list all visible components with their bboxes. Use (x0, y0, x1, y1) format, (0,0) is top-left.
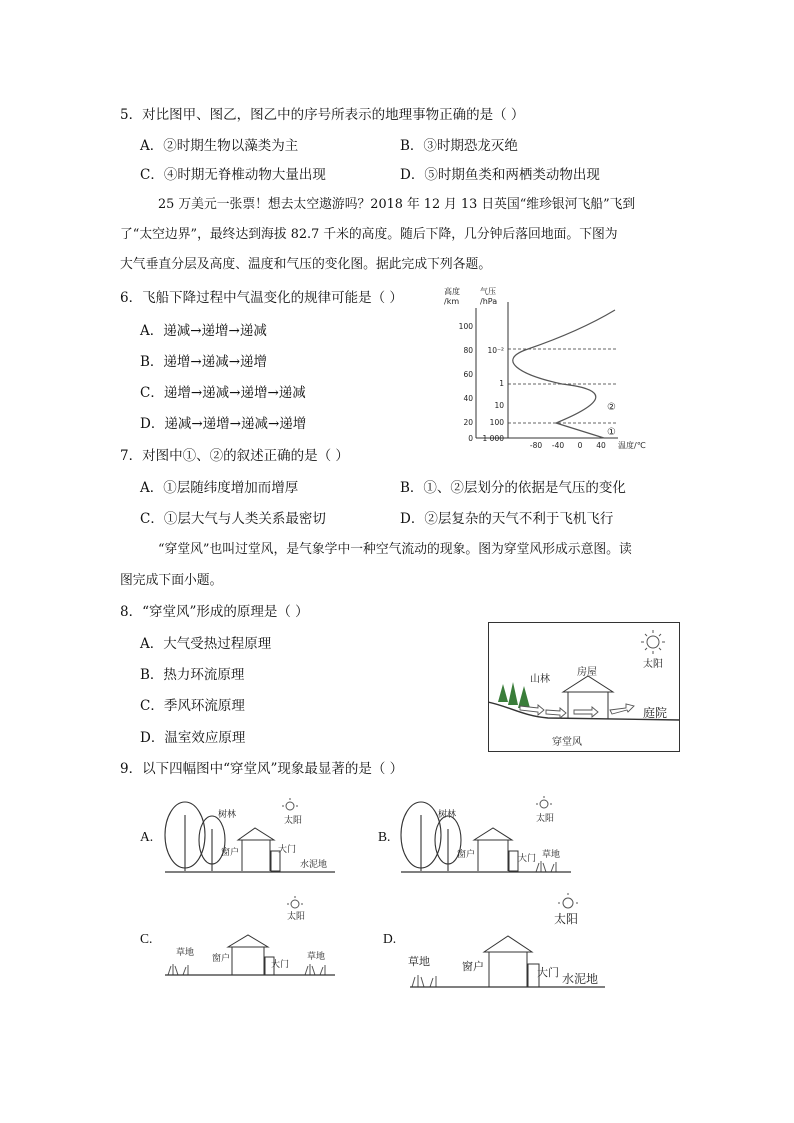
grass-icon (305, 964, 325, 975)
grass-icon (536, 861, 556, 872)
q7-option-d[interactable]: D．②层复杂的天气不利于飞机飞行 (400, 511, 614, 527)
pressure-tick: 1 (499, 379, 504, 388)
alt-tick: 40 (463, 394, 473, 403)
q6-option-b[interactable]: B．递增→递减→递增 (140, 354, 268, 370)
passage1-line1: 25 万美元一张票！想去太空遨游吗？2018 年 12 月 13 日英国“维珍银河飞船”飞到 (158, 197, 636, 212)
temp-tick: 0 (577, 441, 583, 450)
alt-tick: 0 (468, 434, 473, 443)
q8-option-b[interactable]: B．热力环流原理 (140, 667, 245, 683)
right-ground-label: 水泥地 (562, 972, 599, 986)
q5-option-d[interactable]: D．⑤时期鱼类和两栖类动物出现 (400, 167, 600, 183)
sun-label: 太阳 (554, 912, 579, 926)
sun-label: 太阳 (284, 816, 303, 826)
q5-option-a[interactable]: A．②时期生物以藻类为主 (140, 138, 299, 154)
q8-stem: 8．“穿堂风”形成的原理是（ ） (120, 604, 309, 620)
door-label: 大门 (278, 845, 297, 855)
sun-label: 太阳 (287, 912, 306, 922)
trees-icon (165, 802, 225, 871)
alt-col-unit: /km (444, 297, 460, 306)
left-ground-label: 草地 (176, 948, 195, 958)
grass-icon (168, 964, 188, 975)
window-label: 窗户 (457, 850, 476, 860)
yard-label: 庭院 (643, 706, 668, 720)
alt-tick: 80 (463, 346, 473, 355)
q9-option-d-picture[interactable] (400, 890, 615, 990)
pressure-tick: 1 000 (482, 434, 504, 443)
temp-axis-label: 温度/℃ (618, 441, 646, 450)
q6-option-a[interactable]: A．递减→递增→递减 (140, 323, 267, 339)
alt-tick: 20 (463, 418, 473, 427)
pressure-tick: 10 (494, 401, 504, 410)
q7-stem: 7．对图中①、②的叙述正确的是（ ） (120, 448, 349, 464)
house-icon (238, 828, 280, 871)
diagram-frame (489, 623, 680, 752)
grass-icon (412, 975, 436, 987)
q8-option-c[interactable]: C．季风环流原理 (140, 698, 245, 714)
house-icon (484, 936, 539, 987)
window-label: 窗户 (212, 954, 231, 964)
q5-option-b[interactable]: B．③时期恐龙灭绝 (400, 138, 518, 154)
wind-label: 穿堂风 (552, 737, 582, 748)
door-label: 大门 (518, 854, 537, 864)
q9-option-a-picture[interactable] (160, 795, 345, 875)
pressure-tick: 10⁻² (487, 346, 504, 355)
q7-option-a[interactable]: A．①层随纬度增加而增厚 (140, 480, 299, 496)
trees-label: 树林 (438, 810, 457, 820)
window-label: 窗户 (221, 848, 240, 858)
left-ground-label: 草地 (408, 955, 430, 968)
q6-option-d[interactable]: D．递减→递增→递减→递增 (140, 416, 307, 432)
q7-option-c[interactable]: C．①层大气与人类关系最密切 (140, 511, 326, 527)
q9-option-c-letter[interactable]: C. (140, 931, 153, 946)
q8-option-d[interactable]: D．温室效应原理 (140, 730, 246, 746)
temp-tick: 40 (596, 441, 606, 450)
q9-option-a-letter[interactable]: A. (140, 829, 154, 844)
passage2-line1: “穿堂风”也叫过堂风，是气象学中一种空气流动的现象。图为穿堂风形成示意图。读 (158, 542, 632, 557)
q9-option-b-letter[interactable]: B. (378, 829, 391, 844)
trees-label: 树林 (218, 810, 237, 820)
pre-col-unit: /hPa (480, 297, 498, 306)
pre-col-title: 气压 (480, 287, 496, 296)
layer-label-1: ① (607, 427, 616, 438)
sun-icon (558, 893, 578, 908)
temp-tick: -80 (529, 441, 543, 450)
door-label: 大门 (271, 960, 290, 970)
alt-col-title: 高度 (444, 287, 460, 296)
layer-label-2: ② (607, 402, 616, 413)
q9-option-b-picture[interactable] (396, 795, 581, 875)
alt-tick: 60 (463, 370, 473, 379)
right-ground-label: 草地 (307, 952, 326, 962)
passage1-line3: 大气垂直分层及高度、温度和气压的变化图。据此完成下列各题。 (120, 257, 492, 272)
q9-stem: 9．以下四幅图中“穿堂风”现象最显著的是（ ） (120, 761, 404, 777)
q6-stem: 6．飞船下降过程中气温变化的规律可能是（ ） (120, 290, 403, 306)
sun-label: 太阳 (536, 814, 555, 824)
temperature-curve (513, 310, 615, 438)
door-label: 大门 (537, 966, 559, 979)
q5-stem: 5．对比图甲、图乙，图乙中的序号所表示的地理事物正确的是（ ） (120, 107, 525, 123)
sun-icon (536, 796, 552, 808)
wind-diagram (488, 622, 680, 752)
forest-label: 山林 (530, 674, 550, 685)
house-icon (474, 828, 518, 871)
sun-label: 太阳 (643, 659, 663, 670)
sun-icon (282, 798, 298, 810)
passage2-line2: 图完成下面小题。 (120, 573, 223, 588)
passage1-line2: 了“太空边界”，最终达到海拔 82.7 千米的高度。随后下降，几分钟后落回地面。下图为 (120, 227, 618, 242)
window-label: 窗户 (462, 960, 484, 973)
sun-icon (287, 896, 303, 908)
ground-label: 草地 (542, 850, 561, 860)
q6-option-c[interactable]: C．递增→递减→递增→递减 (140, 385, 306, 401)
q7-option-b[interactable]: B．①、②层划分的依据是气压的变化 (400, 480, 626, 496)
house-icon (228, 935, 274, 975)
pressure-tick: 100 (489, 418, 504, 427)
ground-label: 水泥地 (300, 860, 328, 870)
atmosphere-chart (440, 280, 660, 455)
q5-option-c[interactable]: C．④时期无脊椎动物大量出现 (140, 167, 326, 183)
q9-option-c-picture[interactable] (160, 895, 345, 980)
alt-tick: 100 (458, 322, 473, 331)
q8-option-a[interactable]: A．大气受热过程原理 (140, 636, 272, 652)
temp-tick: -40 (551, 441, 565, 450)
q9-option-d-letter[interactable]: D. (383, 931, 397, 946)
house-label: 房屋 (577, 667, 597, 678)
